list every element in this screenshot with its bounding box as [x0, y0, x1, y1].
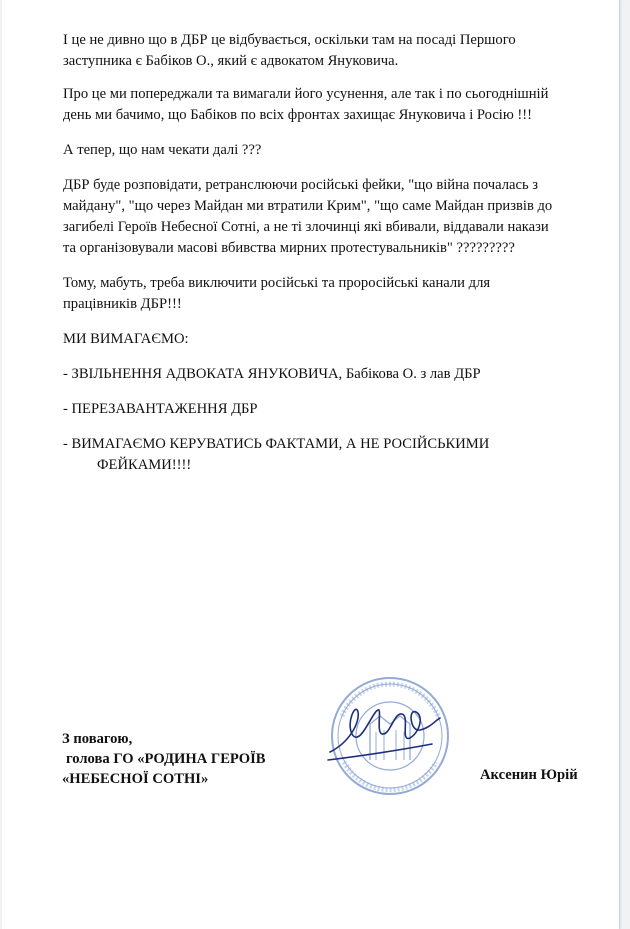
handwritten-signature [328, 709, 440, 760]
paragraph-4 [63, 175, 603, 259]
document-page [2, 0, 620, 929]
signer-name: Аксенин Юрій [480, 767, 578, 783]
paragraph-3 [63, 140, 603, 161]
paragraph-2 [63, 84, 603, 126]
demand-heading: МИ ВИМАГАЄМО: [63, 331, 189, 347]
paragraph-5-line-2: працівників ДБР!!! [63, 296, 182, 312]
letter-body [63, 30, 603, 490]
paragraph-4-line-4: та організовували масові вбивства мирних протестувальників" ????????? [63, 240, 515, 256]
paragraph-2-line-2: день ми бачимо, що Бабіков по всіх фронтах захищає Януковича і Росію !!! [63, 107, 532, 123]
demand-3-line-1: - ВИМАГАЄМО КЕРУВАТИСЬ ФАКТАМИ, А НЕ РОСІЙСЬКИМИ [63, 436, 490, 452]
signature-block [62, 729, 266, 789]
demand-3 [63, 434, 603, 476]
signer-position-line-2: «НЕБЕСНОЇ СОТНІ» [62, 771, 209, 787]
paragraph-4-line-2: майдану", "що через Майдан ми втратили Крим", "що саме Майдан призвів до [63, 198, 553, 214]
demand-3-line-2: ФЕЙКАМИ!!!! [97, 457, 192, 473]
paragraph-1 [63, 30, 603, 72]
paragraph-5-line-1: Тому, мабуть, треба виключити російські та проросійські канали для [63, 275, 491, 291]
demand-1: - ЗВІЛЬНЕННЯ АДВОКАТА ЯНУКОВИЧА, Бабікова О. з лав ДБР [63, 366, 481, 382]
paragraph-1-line-2: заступника є Бабіков О., який є адвокатом Януковича. [63, 53, 399, 69]
paragraph-4-line-3: загибелі Героїв Небесної Сотні, а не ті злочинці які вбивали, віддавали накази [63, 219, 549, 235]
demand-2: - ПЕРЕЗАВАНТАЖЕННЯ ДБР [63, 401, 258, 417]
paragraph-4-line-1: ДБР буде розповідати, ретранслюючи російські фейки, "що війна почалась з [63, 177, 539, 193]
paragraph-5 [63, 273, 603, 315]
paragraph-3-line-1: А тепер, що нам чекати далі ??? [63, 142, 262, 158]
paragraph-1-line-1: І це не дивно що в ДБР це відбувається, оскільки там на посаді Першого [63, 32, 516, 48]
paragraph-2-line-1: Про це ми попереджали та вимагали його усунення, але так і по сьогоднішній [63, 86, 549, 102]
stamp-seal [320, 672, 460, 802]
signer-position-line-1: голова ГО «РОДИНА ГЕРОЇВ [66, 751, 266, 767]
closing-line: З повагою, [62, 731, 133, 747]
